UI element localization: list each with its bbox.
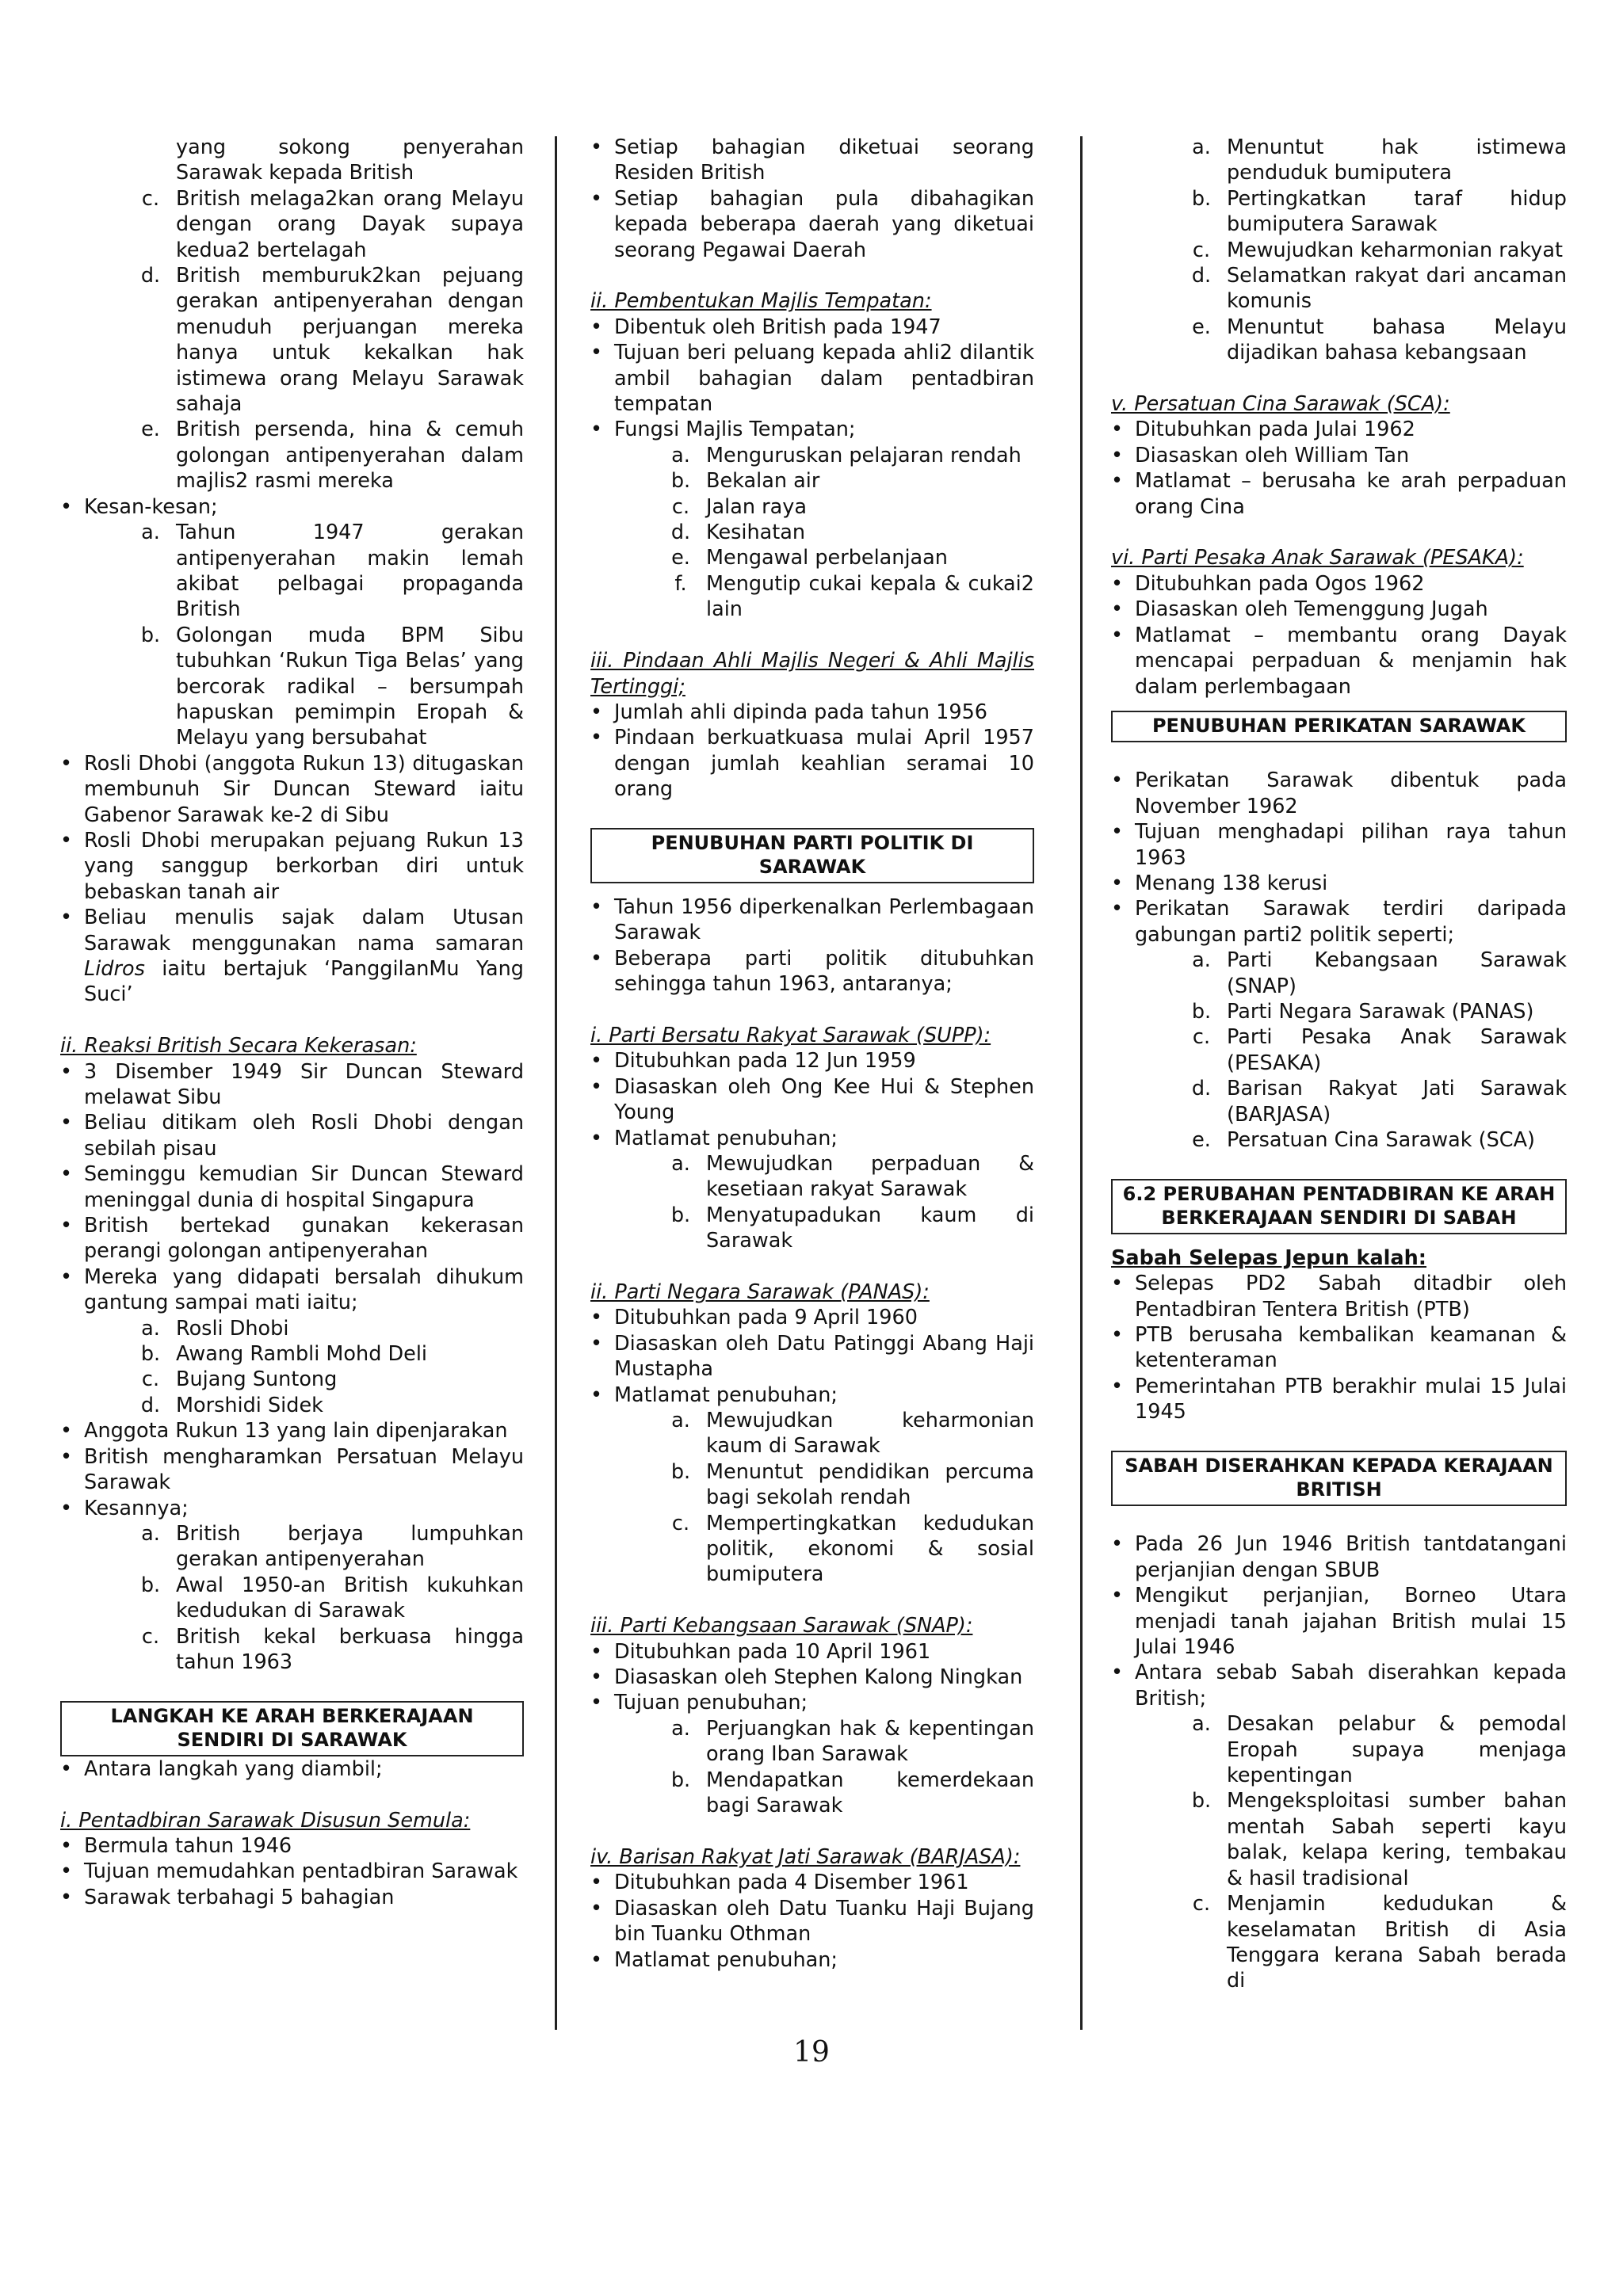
boxed-heading: LANGKAH KE ARAH BERKERAJAAN SENDIRI DI SARAWAK [60,1701,524,1756]
section-heading: ii. Reaksi British Secara Kekerasan: [60,1034,417,1058]
list-item: e. British persenda, hina & cemuh golongan antipenyerahan dalam majlis2 rasmi mereka [141,418,524,494]
list-item: d. Kesihatan [670,521,806,545]
bullet-item: • Tujuan penubuhan; [590,1691,808,1715]
bullet-item: • Mengikut perjanjian, Borneo Utara menjadi tanah jajahan British mulai 15 Julai 1946 [1111,1584,1567,1660]
bullet-item: • Perikatan Sarawak terdiri daripada gabungan parti2 politik seperti; [1111,897,1567,947]
bullet-item: • Matlamat – berusaha ke arah perpaduan orang Cina [1111,469,1567,519]
bullet-item: • Selepas PD2 Sabah ditadbir oleh Pentadbiran Tentera British (PTB) [1111,1272,1567,1322]
bullet-item: • Diasaskan oleh Datu Patinggi Abang Haji Mustapha [590,1331,1034,1382]
list-item: d. Morshidi Sidek [140,1393,323,1417]
bullet-item: • Tujuan beri peluang kepada ahli2 dilantik ambil bahagian dalam pentadbiran tempatan [590,341,1034,417]
pen-name: Lidros [84,957,145,981]
list-item: b. Awang Rambli Mohd Deli [140,1342,427,1367]
list-item: c. Jalan raya [671,494,807,519]
boxed-heading: PENUBUHAN PARTI POLITIK DI SARAWAK [590,828,1034,883]
section-heading: v. Persatuan Cina Sarawak (SCA): [1111,392,1450,417]
bullet-item: • Seminggu kemudian Sir Duncan Steward meninggal dunia di hospital Singapura [60,1162,524,1212]
section-heading: Sabah Selepas Jepun kalah: [1111,1245,1426,1270]
bullet-item: • British mengharamkan Persatuan Melayu Sarawak [60,1444,524,1495]
bullet-item: • Diasaskan oleh Stephen Kalong Ningkan [590,1665,1023,1690]
bullet-item: • Ditubuhkan pada 10 April 1961 [590,1639,931,1664]
list-item-continuation: yang sokong penyerahan Sarawak kepada British [176,135,524,185]
list-item: d. Barisan Rakyat Jati Sarawak (BARJASA) [1191,1077,1567,1127]
bullet-item: • Setiap bahagian pula dibahagikan kepada beberapa daerah yang diketuai seorang Pegawai Daerah [590,186,1034,262]
bullet-item: • Diasaskan oleh Ong Kee Hui & Stephen Young [590,1074,1034,1125]
bullet-item: • Dibentuk oleh British pada 1947 [590,315,941,339]
list-item: e. Persatuan Cina Sarawak (SCA) [1192,1127,1535,1152]
bullet-item: • Matlamat penubuhan; [590,1126,838,1150]
bullet-item: • Tujuan menghadapi pilihan raya tahun 1963 [1111,820,1567,870]
section-heading: ii. Parti Negara Sarawak (PANAS): [590,1280,930,1304]
section-heading: iv. Barisan Rakyat Jati Sarawak (BARJASA): [590,1844,1021,1869]
list-item: c. British melaga2kan orang Melayu dengan orang Dayak supaya kedua2 bertelagah [141,186,524,262]
bullet-item: • Setiap bahagian diketuai seorang Residen British [590,135,1034,185]
bullet-item: • Kesan-kesan; [60,494,218,519]
bullet-item: • Ditubuhkan pada Julai 1962 [1111,418,1415,442]
bullet-item: • Perikatan Sarawak dibentuk pada November 1962 [1111,769,1567,818]
list-item: f. Mengutip cukai kepala & cukai2 lain [674,571,1034,622]
list-item: d. Selamatkan rakyat dari ancaman komunis [1191,264,1567,314]
bullet-item: • Jumlah ahli dipinda pada tahun 1956 [590,700,988,724]
list-item: c. Mempertingkatkan kedudukan politik, ekonomi & sosial bumiputera [671,1511,1034,1587]
list-item: a. Mewujudkan perpaduan & kesetiaan rakyat Sarawak [671,1151,1034,1202]
list-item: b. Parti Negara Sarawak (PANAS) [1191,999,1534,1024]
bullet-item: • 3 Disember 1949 Sir Duncan Steward melawat Sibu [60,1059,524,1110]
bullet-item: • Diasaskan oleh Datu Tuanku Haji Bujang bin Tuanku Othman [590,1896,1034,1947]
page-number: 19 [793,2036,830,2069]
list-item: e. Mengawal perbelanjaan [671,546,948,570]
bullet-item: • Tahun 1956 diperkenalkan Perlembagaan Sarawak [590,894,1034,945]
list-item: c. Parti Pesaka Anak Sarawak (PESAKA) [1192,1025,1567,1075]
list-item: c. Mewujudkan keharmonian rakyat [1192,238,1563,262]
column-divider [1080,136,1083,2030]
list-item: a. Parti Kebangsaan Sarawak (SNAP) [1192,948,1567,998]
list-item: a. Desakan pelabur & pemodal Eropah supaya menjaga kepentingan [1192,1712,1567,1788]
bullet-item: • Menang 138 kerusi [1111,871,1328,895]
section-heading: vi. Parti Pesaka Anak Sarawak (PESAKA): [1111,546,1524,570]
list-item: b. Menyatupadukan kaum di Sarawak [670,1203,1034,1253]
list-item: b. Menuntut pendidikan percuma bagi sekolah rendah [670,1459,1034,1510]
bullet-item: • Antara langkah yang diambil; [60,1756,383,1781]
boxed-heading: PENUBUHAN PERIKATAN SARAWAK [1111,711,1567,742]
bullet-item: • Ditubuhkan pada 9 April 1960 [590,1306,918,1330]
column-left [60,135,524,1910]
section-heading: iii. Pindaan Ahli Majlis Negeri & Ahli Majlis Tertinggi; [590,649,1034,699]
bullet-item: • Anggota Rukun 13 yang lain dipenjarakan [60,1419,508,1444]
list-item: b. Pertingkatkan taraf hidup bumiputera Sarawak [1191,186,1567,237]
bullet-item: • Bermula tahun 1946 [60,1833,292,1858]
boxed-heading: SABAH DISERAHKAN KEPADA KERAJAAN BRITISH [1111,1451,1567,1506]
bullet-item: • Ditubuhkan pada 12 Jun 1959 [590,1049,916,1074]
bullet-item: • Fungsi Majlis Tempatan; [590,418,856,442]
bullet-item: • Matlamat penubuhan; [590,1383,838,1407]
bullet-item: • Mereka yang didapati bersalah dihukum gantung sampai mati iaitu; [60,1264,524,1315]
list-item: e. Menuntut bahasa Melayu dijadikan bahasa kebangsaan [1192,315,1567,365]
bullet-item: • Diasaskan oleh William Tan [1111,443,1410,467]
list-item: a. Tahun 1947 gerakan antipenyerahan makin lemah akibat pelbagai propaganda British [141,521,524,622]
list-item: d. British memburuk2kan pejuang gerakan antipenyerahan dengan menuduh perjuangan mereka hanya untuk kekalkan hak istimewa orang Melayu Sarawak sahaja [140,264,524,417]
column-middle [590,135,1034,1973]
bullet-item: • Pada 26 Jun 1946 British tantdatangani perjanjian dengan SBUB [1111,1532,1567,1582]
bullet-item: • Kesannya; [60,1496,189,1520]
bullet-item: • British bertekad gunakan kekerasan perangi golongan antipenyerahan [60,1214,524,1264]
bullet-item: • Antara sebab Sabah diserahkan kepada British; [1111,1661,1567,1711]
bullet-item: • Beliau menulis sajak dalam Utusan Sarawak menggunakan nama samaran Lidros iaitu bertajuk ‘PanggilanMu Yang Suci’ [60,906,524,1007]
bullet-item: • Ditubuhkan pada Ogos 1962 [1111,571,1425,596]
bullet-item: • Sarawak terbahagi 5 bahagian [60,1885,395,1909]
bullet-item: • Ditubuhkan pada 4 Disember 1961 [590,1871,969,1895]
bullet-item: • Pindaan berkuatkuasa mulai April 1957 dengan jumlah keahlian seramai 10 orang [590,726,1034,802]
bullet-item: • PTB berusaha kembalikan keamanan & ketenteraman [1111,1323,1567,1373]
column-right [1111,135,1567,1994]
list-item: a. Perjuangkan hak & kepentingan orang Iban Sarawak [671,1716,1034,1767]
list-item: c. British kekal berkuasa hingga tahun 1963 [141,1624,524,1674]
list-item: a. Mewujudkan keharmonian kaum di Sarawak [671,1409,1034,1459]
bullet-item: • Tujuan memudahkan pentadbiran Sarawak [60,1859,518,1884]
bullet-item: • Beliau ditikam oleh Rosli Dhobi dengan sebilah pisau [60,1111,524,1161]
list-item: b. Bekalan air [670,469,820,494]
list-item: b. Awal 1950-an British kukuhkan kedudukan di Sarawak [140,1573,524,1623]
bullet-item: • Rosli Dhobi (anggota Rukun 13) ditugaskan membunuh Sir Duncan Steward iaitu Gabenor Sarawak ke-2 di Sibu [60,751,524,827]
section-heading: iii. Parti Kebangsaan Sarawak (SNAP): [590,1614,973,1638]
list-item: b. Mengeksploitasi sumber bahan mentah Sabah seperti kayu balak, kelapa kering, tembakau & hasil tradisional [1191,1789,1567,1890]
bullet-item: • Matlamat – membantu orang Dayak mencapai perpaduan & menjamin hak dalam perlembagaan [1111,623,1567,699]
list-item: a. Rosli Dhobi [141,1316,289,1341]
section-heading: ii. Pembentukan Majlis Tempatan: [590,289,932,314]
bullet-item: • Rosli Dhobi merupakan pejuang Rukun 13 yang sanggup berkorban diri untuk bebaskan tanah air [60,828,524,904]
section-heading: i. Parti Bersatu Rakyat Sarawak (SUPP): [590,1023,991,1047]
list-item: c. Bujang Suntong [141,1367,338,1392]
list-item: a. Menguruskan pelajaran rendah [671,443,1022,467]
bullet-item: • Pemerintahan PTB berakhir mulai 15 Julai 1945 [1111,1374,1567,1425]
bullet-item: • Matlamat penubuhan; [590,1947,838,1972]
bullet-item: • Diasaskan oleh Temenggung Jugah [1111,597,1488,622]
list-item: c. Menjamin kedudukan & keselamatan British di Asia Tenggara kerana Sabah berada di [1192,1892,1567,1993]
column-divider [555,136,557,2030]
list-item: b. Golongan muda BPM Sibu tubuhkan ‘Rukun Tiga Belas’ yang bercorak radikal – bersumpah hapuskan pemimpin Eropah & Melayu yang bersubahat [140,623,524,750]
bullet-item: • Beberapa parti politik ditubuhkan sehingga tahun 1963, antaranya; [590,946,1034,997]
list-item: a. Menuntut hak istimewa penduduk bumiputera [1192,135,1567,185]
list-item: a. British berjaya lumpuhkan gerakan antipenyerahan [141,1521,524,1572]
boxed-heading: 6.2 PERUBAHAN PENTADBIRAN KE ARAH BERKERAJAAN SENDIRI DI SABAH [1111,1179,1567,1234]
list-item: b. Mendapatkan kemerdekaan bagi Sarawak [670,1768,1034,1818]
section-heading: i. Pentadbiran Sarawak Disusun Semula: [60,1808,471,1833]
